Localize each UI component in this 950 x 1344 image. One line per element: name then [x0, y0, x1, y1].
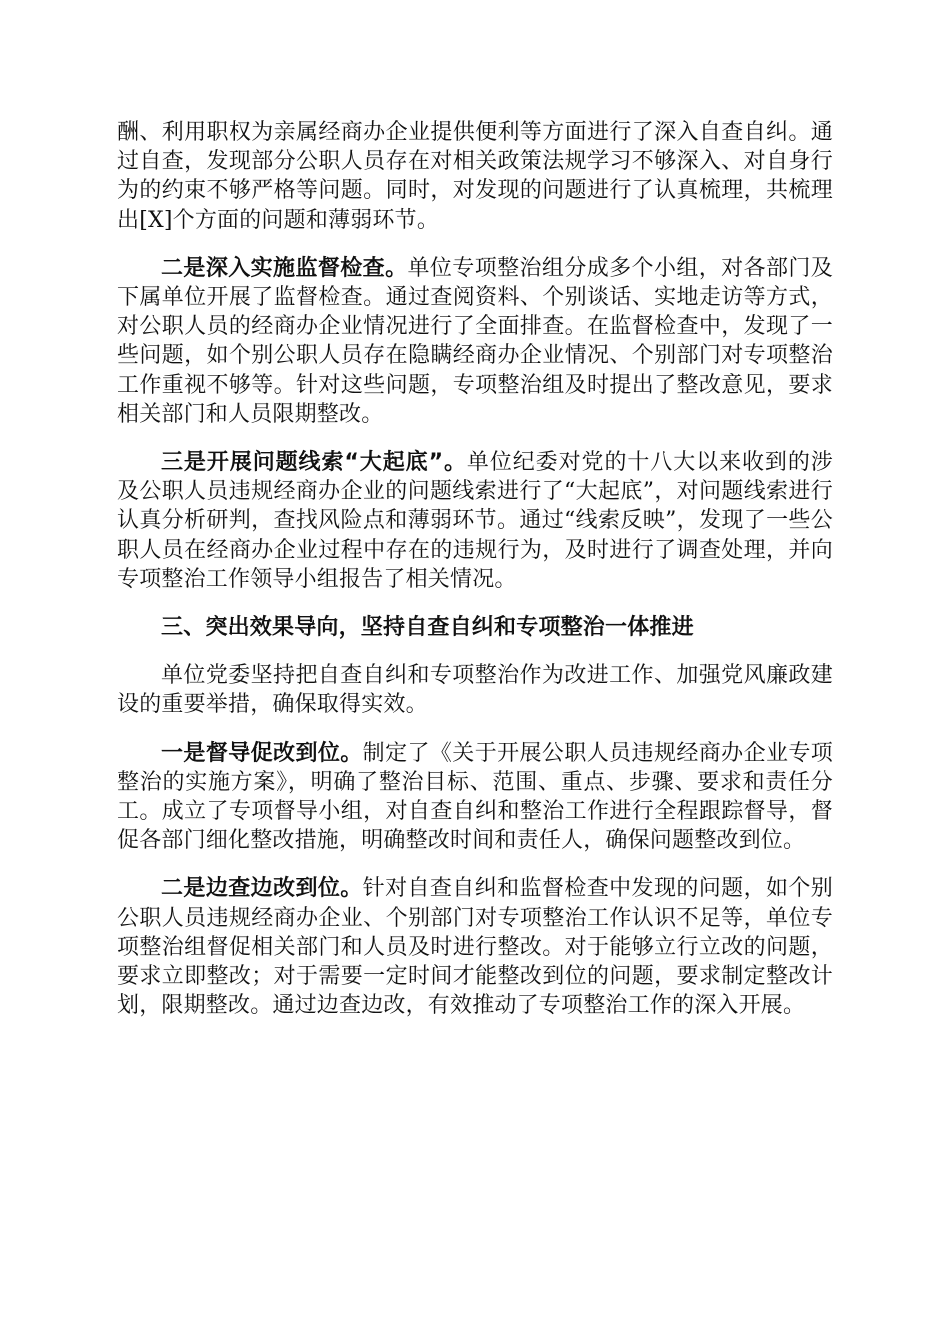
paragraph-lead: 二是边查边改到位。	[161, 876, 363, 902]
document-page	[117, 118, 833, 1039]
paragraph-self-check-continuation	[117, 118, 833, 235]
paragraph-check-and-rectify	[117, 874, 833, 1020]
paragraph-lead: 一是督导促改到位。	[161, 740, 363, 766]
paragraph-text: 单位纪委对党的十八大以来收到的涉及公职人员违规经商办企业的问题线索进行了“大起底”，对问题线索进行认真分析研判，查找风险点和薄弱环节。通过“线索反映”，发现了一些公职人员在经商办企业过程中存在的违规行为，及时进行了调查处理，并向专项整治工作领导小组报告了相关情况。	[117, 450, 833, 592]
paragraph-text: 针对自查自纠和监督检查中发现的问题，如个别公职人员违规经商办企业、个别部门对专项整治工作认识不足等，单位专项整治组督促相关部门和人员及时进行整改。对于能够立行立改的问题，要求立即整改；对于需要一定时间才能整改到位的问题，要求制定整改计划，限期整改。通过边查边改，有效推动了专项整治工作的深入开展。	[117, 876, 834, 1019]
paragraph-text: 单位专项整治组分成多个小组，对各部门及下属单位开展了监督检查。通过查阅资料、个别谈话、实地走访等方式，对公职人员的经商办企业情况进行了全面排查。在监督检查中，发现了一些问题，如个别公职人员存在隐瞒经商办企业情况、个别部门对专项整治工作重视不够等。针对这些问题，专项整治组及时提出了整改意见，要求相关部门和人员限期整改。	[117, 255, 834, 427]
paragraph-text: 酬、利用职权为亲属经商办企业提供便利等方面进行了深入自查自纠。通过自查，发现部分公职人员存在对相关政策法规学习不够深入、对自身行为的约束不够严格等问题。同时，对发现的问题进行了认真梳理，共梳理出[X]个方面的问题和薄弱环节。	[117, 120, 833, 233]
paragraph-text: 单位党委坚持把自查自纠和专项整治作为改进工作、加强党风廉政建设的重要举措，确保取得实效。	[117, 663, 833, 718]
paragraph-lead: 三是开展问题线索“大起底”。	[161, 450, 467, 476]
paragraph-supervise-rectify	[117, 739, 833, 856]
paragraph-section-intro	[117, 661, 833, 719]
paragraph-supervision-inspection	[117, 254, 833, 429]
paragraph-text: 制定了《关于开展公职人员违规经商办企业专项整治的实施方案》，明确了整治目标、范围、重点、步骤、要求和责任分工。成立了专项督导小组，对自查自纠和整治工作进行全程跟踪督导，督促各部门细化整改措施，明确整改时间和责任人，确保问题整改到位。	[117, 740, 834, 854]
section-heading-3: 三、突出效果导向，坚持自查自纠和专项整治一体推进	[161, 615, 694, 641]
paragraph-clue-review	[117, 448, 833, 594]
paragraph-lead: 二是深入实施监督检查。	[161, 255, 408, 281]
